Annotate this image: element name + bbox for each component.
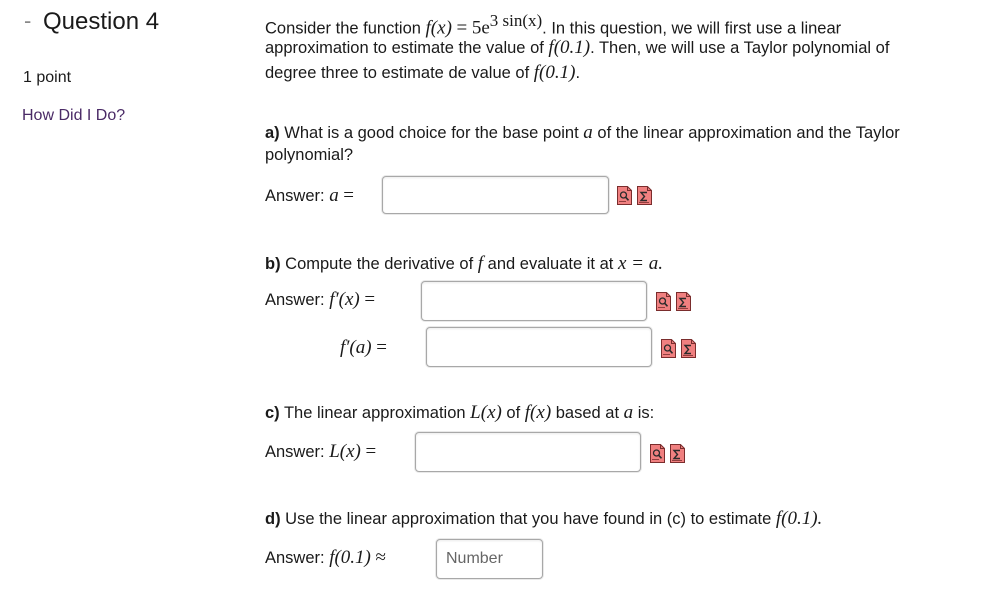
math-fx: f(x) bbox=[425, 17, 452, 39]
equation-editor-icon[interactable] bbox=[637, 186, 652, 205]
math-f01: f(0.1) bbox=[533, 62, 576, 83]
equation-editor-icon[interactable] bbox=[681, 339, 696, 358]
part-c-text: of bbox=[506, 404, 521, 422]
math-f01: f(0.1). bbox=[775, 508, 823, 529]
answer-label: Answer: bbox=[265, 187, 325, 205]
intro-text: . In this question, we will first use a linear bbox=[542, 19, 842, 38]
preview-icon[interactable] bbox=[617, 186, 632, 205]
intro-text: approximation to estimate the value of bbox=[265, 39, 544, 57]
math-eq: = bbox=[343, 185, 355, 206]
part-d-tag: d) bbox=[265, 510, 281, 528]
math-eq: = bbox=[365, 441, 377, 462]
part-b-text: and evaluate it at bbox=[487, 255, 614, 273]
part-c-answer-label bbox=[265, 441, 376, 463]
part-a-question-cont bbox=[265, 146, 353, 165]
math-eq: = bbox=[456, 17, 468, 39]
part-d-text: Use the linear approximation that you have found in (c) to estimate bbox=[285, 510, 772, 528]
math-approx: ≈ bbox=[375, 547, 386, 568]
intro-text: Consider the function bbox=[265, 19, 421, 38]
equation-editor-icon[interactable] bbox=[670, 444, 685, 463]
part-a-text: of the linear approximation and the Taylor bbox=[597, 124, 900, 142]
part-c-text: based at bbox=[555, 404, 620, 422]
collapse-dash[interactable]: - bbox=[24, 8, 32, 33]
math-f01: f(0.1) bbox=[329, 547, 371, 568]
answer-b2-input[interactable] bbox=[426, 327, 652, 367]
preview-icon[interactable] bbox=[661, 339, 676, 358]
intro-text: . Then, we will use a Taylor polynomial of bbox=[590, 39, 890, 57]
intro-line-3 bbox=[265, 62, 580, 84]
part-a-text: polynomial? bbox=[265, 146, 354, 164]
math-eq: = bbox=[376, 337, 387, 358]
part-a-question bbox=[265, 122, 900, 144]
part-c-question bbox=[265, 402, 654, 424]
answer-b1-input[interactable] bbox=[421, 281, 647, 321]
preview-icon[interactable] bbox=[650, 444, 665, 463]
answer-d-number-input[interactable] bbox=[436, 539, 543, 579]
part-b-question bbox=[265, 253, 663, 275]
math-a: a bbox=[329, 185, 339, 206]
part-b-answer-label-2 bbox=[340, 337, 387, 359]
intro-line-2 bbox=[265, 37, 889, 59]
equation-editor-icon[interactable] bbox=[676, 292, 691, 311]
part-d-answer-label bbox=[265, 547, 386, 569]
part-b-text: Compute the derivative of bbox=[285, 255, 474, 273]
intro-line-1 bbox=[265, 12, 841, 40]
part-a-tag: a) bbox=[265, 124, 280, 142]
math-5e: 5e bbox=[471, 17, 490, 39]
math-a: a bbox=[583, 122, 593, 143]
part-c-tag: c) bbox=[265, 404, 280, 422]
math-fprime-x: f′(x) bbox=[329, 289, 360, 310]
math-exponent: 3 sin(x) bbox=[489, 11, 543, 30]
math-fx: f(x) bbox=[524, 402, 552, 423]
answer-label: Answer: bbox=[265, 443, 325, 461]
part-b-answer-label bbox=[265, 289, 375, 311]
how-did-i-do-link[interactable]: How Did I Do? bbox=[22, 107, 126, 124]
part-a-answer-label bbox=[265, 185, 354, 207]
question-points: 1 point bbox=[23, 69, 72, 86]
math-Lx: L(x) bbox=[329, 441, 361, 462]
math-f: f bbox=[477, 253, 484, 274]
math-eq: = bbox=[364, 289, 376, 310]
part-d-question bbox=[265, 508, 822, 530]
math-f01: f(0.1) bbox=[548, 37, 591, 58]
answer-c-input[interactable] bbox=[415, 432, 641, 472]
answer-label: Answer: bbox=[265, 549, 325, 567]
math-fprime-a: f′(a) bbox=[340, 337, 372, 358]
math-a: a bbox=[623, 402, 634, 423]
math-Lx: L(x) bbox=[470, 402, 502, 423]
answer-a-input[interactable] bbox=[382, 176, 609, 214]
math-x-eq-a: x = a. bbox=[617, 253, 663, 274]
part-c-text: is: bbox=[637, 404, 655, 422]
part-b-tag: b) bbox=[265, 255, 281, 273]
preview-icon[interactable] bbox=[656, 292, 671, 311]
part-a-text: What is a good choice for the base point bbox=[284, 124, 579, 142]
intro-text: . bbox=[575, 64, 581, 82]
answer-label: Answer: bbox=[265, 291, 325, 309]
question-title: Question 4 bbox=[43, 8, 160, 35]
part-c-text: The linear approximation bbox=[283, 404, 466, 422]
intro-text: degree three to estimate de value of bbox=[265, 64, 530, 82]
